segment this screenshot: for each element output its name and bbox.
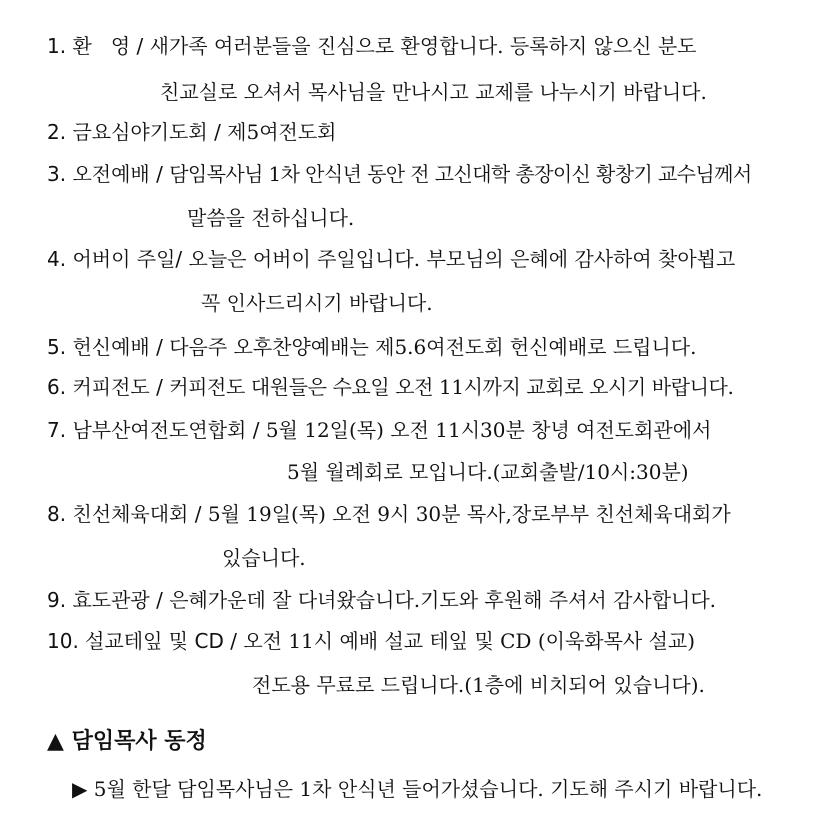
item-separator: / xyxy=(156,588,163,612)
item-text: 새가족 여러분들을 진심으로 환영합니다. 등록하지 않으신 분도 xyxy=(149,34,697,58)
item-text: 커피전도 대원들은 수요일 오전 11시까지 교회로 오시기 바랍니다. xyxy=(169,375,734,399)
item-text: 은혜가운데 잘 다녀왔습니다.기도와 후원해 주셔서 감사합니다. xyxy=(169,588,717,612)
item-text: 오늘은 어버이 주일입니다. 부모님의 은혜에 감사하여 찾아뵙고 xyxy=(188,247,736,271)
item-continuation: 꼭 인사드리시기 바랍니다. xyxy=(201,291,433,315)
section-title: 담임목사 동정 xyxy=(71,729,207,754)
item-continuation: 말씀을 전하십니다. xyxy=(187,206,355,230)
item-number: 1. xyxy=(47,34,67,58)
announcement-item-10-continued xyxy=(252,672,705,698)
item-heading: 어버이 주일/ xyxy=(72,247,183,271)
item-heading: 남부산여전도연합회 xyxy=(72,418,247,442)
item-number: 10. xyxy=(47,629,79,653)
item-separator: / xyxy=(214,120,221,144)
item-text: 담임목사님 1차 안식년 동안 전 고신대학 총장이신 황창기 교수님께서 xyxy=(169,162,752,186)
item-heading: 설교테잎 및 CD xyxy=(85,629,224,653)
announcement-item-4 xyxy=(47,246,735,272)
item-number: 5. xyxy=(47,335,67,359)
announcement-item-7 xyxy=(47,417,711,443)
item-text: 제5여전도회 xyxy=(227,120,337,144)
pastor-news-heading xyxy=(47,728,207,756)
item-heading: 친선체육대회 xyxy=(72,502,189,526)
item-continuation: 5월 월례회로 모입니다.(교회출발/10시:30분) xyxy=(287,460,689,484)
item-separator: / xyxy=(230,629,237,653)
item-text: 5월 19일(목) 오전 9시 30분 목사,장로부부 친선체육대회가 xyxy=(207,502,731,526)
item-number: 6. xyxy=(47,375,67,399)
item-heading: 효도관광 xyxy=(72,588,150,612)
triangle-right-icon: ▶ xyxy=(72,777,88,801)
announcement-item-9 xyxy=(47,587,716,613)
announcement-item-1 xyxy=(47,33,696,59)
item-heading: 환 영 xyxy=(72,34,131,58)
announcement-item-3 xyxy=(47,161,752,187)
item-text: 오전 11시 예배 설교 테잎 및 CD (이욱화목사 설교) xyxy=(243,629,696,653)
item-separator: / xyxy=(136,34,144,58)
announcement-item-3-continued xyxy=(187,205,354,231)
item-heading: 헌신예배 xyxy=(72,335,150,359)
pastor-news-item xyxy=(72,776,762,802)
item-number: 7. xyxy=(47,418,67,442)
pastor-news-text: 5월 한달 담임목사님은 1차 안식년 들어가셨습니다. 기도해 주시기 바랍니다. xyxy=(93,777,763,801)
triangle-up-icon: ▲ xyxy=(47,729,64,754)
item-number: 3. xyxy=(47,162,67,186)
item-text: 다음주 오후찬양예배는 제5.6여전도회 헌신예배로 드립니다. xyxy=(169,335,697,359)
item-heading: 오전예배 xyxy=(72,162,150,186)
item-heading: 금요심야기도회 xyxy=(72,120,208,144)
announcement-item-1-continued xyxy=(160,79,707,105)
announcement-item-8-continued xyxy=(222,545,306,571)
item-separator: / xyxy=(156,335,163,359)
announcement-item-6 xyxy=(47,374,733,400)
announcement-item-8 xyxy=(47,501,731,527)
item-continuation: 전도용 무료로 드립니다.(1층에 비치되어 있습니다). xyxy=(252,673,705,697)
announcement-item-10 xyxy=(47,628,695,654)
item-continuation: 친교실로 오셔서 목사님을 만나시고 교제를 나누시기 바랍니다. xyxy=(160,80,707,104)
item-number: 2. xyxy=(47,120,67,144)
announcement-item-4-continued xyxy=(201,290,433,316)
item-number: 8. xyxy=(47,502,67,526)
announcement-item-5 xyxy=(47,334,696,360)
item-continuation: 있습니다. xyxy=(222,546,306,570)
announcement-item-2 xyxy=(47,119,337,145)
item-separator: / xyxy=(156,375,163,399)
announcement-item-7-continued xyxy=(287,459,689,485)
item-separator: / xyxy=(252,418,260,442)
item-number: 4. xyxy=(47,247,67,271)
item-separator: / xyxy=(194,502,202,526)
item-number: 9. xyxy=(47,588,67,612)
item-text: 5월 12일(목) 오전 11시30분 창녕 여전도회관에서 xyxy=(265,418,712,442)
item-heading: 커피전도 xyxy=(72,375,150,399)
item-separator: / xyxy=(156,162,163,186)
